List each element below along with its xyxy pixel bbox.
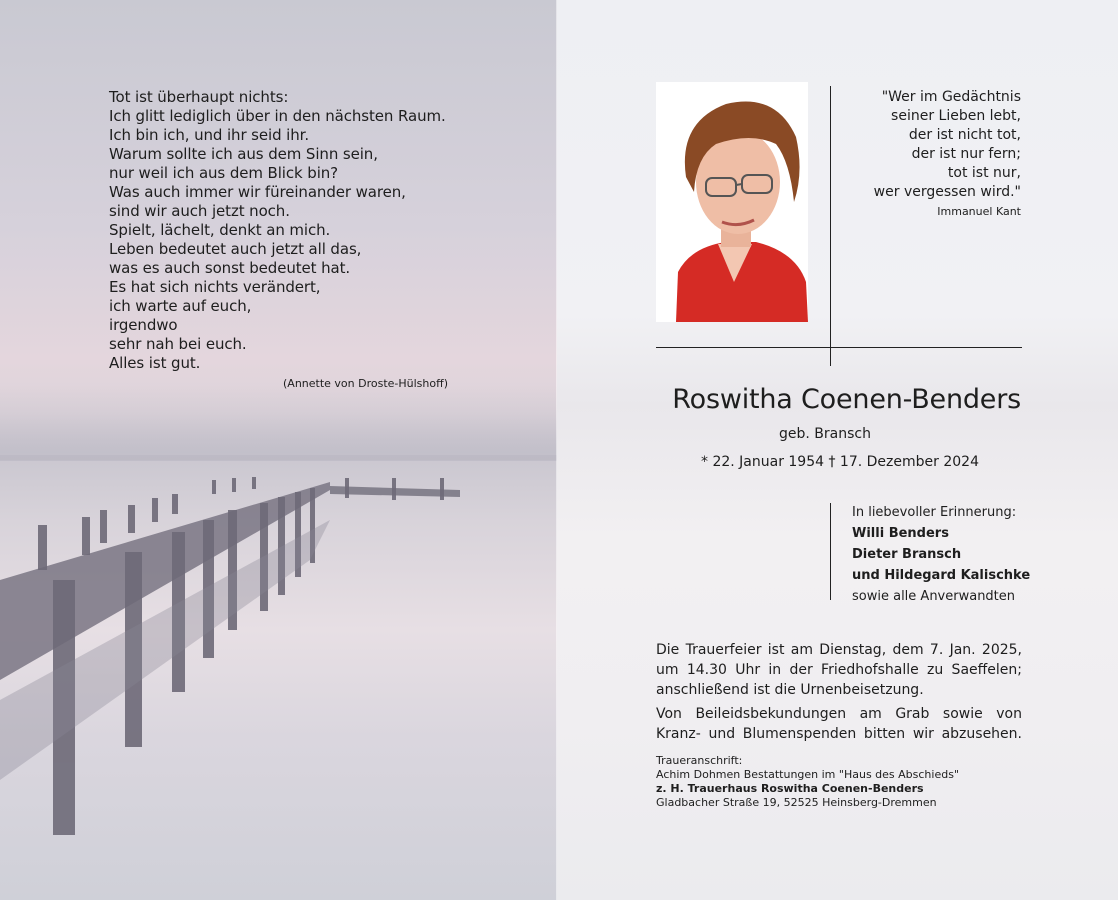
poem-author: (Annette von Droste-Hülshoff) xyxy=(283,377,448,390)
poem-line: sehr nah bei euch. xyxy=(109,335,247,353)
maiden-name: geb. Bransch xyxy=(779,426,871,442)
condolence-line: Kranz- und Blumenspenden bitten wir abzusehen. xyxy=(656,726,1022,742)
mourner-name: Dieter Bransch xyxy=(852,547,962,562)
mourner-name: und Hildegard Kalischke xyxy=(852,568,1031,583)
poem-line: Tot ist überhaupt nichts: xyxy=(109,88,289,106)
address-label: Traueranschrift: xyxy=(656,754,743,767)
address-company: Achim Dohmen Bestattungen im "Haus des Abschieds" xyxy=(656,768,959,781)
quote-line: seiner Lieben lebt, xyxy=(891,108,1021,124)
quote-line: tot ist nur, xyxy=(947,165,1021,181)
memorial-quote xyxy=(820,88,1021,202)
mourners-others: sowie alle Anverwandten xyxy=(852,589,1016,604)
poem-line: was es auch sonst bedeutet hat. xyxy=(109,259,351,277)
poem-line: Ich glitt lediglich über in den nächsten Raum. xyxy=(109,107,446,125)
poem-line: Leben bedeutet auch jetzt all das, xyxy=(109,240,362,258)
ceremony-line: um 14.30 Uhr in der Friedhofshalle zu Saeffelen; xyxy=(656,662,1022,678)
ceremony-line: anschließend ist die Urnenbeisetzung. xyxy=(656,682,924,698)
mourner-name: Willi Benders xyxy=(852,526,949,541)
quote-author: Immanuel Kant xyxy=(937,205,1021,218)
mourners-intro: In liebevoller Erinnerung: xyxy=(852,505,1017,520)
ceremony-line: Die Trauerfeier ist am Dienstag, dem 7. Jan. 2025, xyxy=(656,642,1022,658)
left-page xyxy=(0,0,557,900)
address-care-of: z. H. Trauerhaus Roswitha Coenen-Benders xyxy=(656,782,924,795)
poem-line: Was auch immer wir füreinander waren, xyxy=(109,183,406,201)
poem-line: Spielt, lächelt, denkt an mich. xyxy=(109,221,331,239)
poem-line: ich warte auf euch, xyxy=(109,297,252,315)
poem-line: Ich bin ich, und ihr seid ihr. xyxy=(109,126,310,144)
poem-line: sind wir auch jetzt noch. xyxy=(109,202,290,220)
quote-line: der ist nicht tot, xyxy=(908,127,1021,143)
deceased-name: Roswitha Coenen-Benders xyxy=(672,384,1021,415)
poem xyxy=(109,88,469,373)
portrait-photo xyxy=(656,82,808,322)
mourners-block xyxy=(852,502,1032,607)
poem-line: irgendwo xyxy=(109,316,178,334)
poem-line: Es hat sich nichts verändert, xyxy=(109,278,321,296)
condolence-paragraph xyxy=(656,704,1022,744)
poem-line: Warum sollte ich aus dem Sinn sein, xyxy=(109,145,378,163)
life-dates: * 22. Januar 1954 † 17. Dezember 2024 xyxy=(701,454,979,470)
ceremony-paragraph xyxy=(656,640,1022,700)
condolence-line: Von Beileidsbekundungen am Grab sowie von xyxy=(656,706,1022,722)
mourning-address xyxy=(656,754,1036,810)
funeral-notice xyxy=(656,640,1022,748)
quote-line: der ist nur fern; xyxy=(911,146,1021,162)
quote-line: "Wer im Gedächtnis xyxy=(881,89,1021,105)
poem-line: nur weil ich aus dem Blick bin? xyxy=(109,164,339,182)
poem-line: Alles ist gut. xyxy=(109,354,201,372)
divider-horizontal xyxy=(656,347,1022,348)
divider-vertical-mourners xyxy=(830,503,831,600)
address-street: Gladbacher Straße 19, 52525 Heinsberg-Dremmen xyxy=(656,796,937,809)
quote-line: wer vergessen wird." xyxy=(873,184,1021,200)
